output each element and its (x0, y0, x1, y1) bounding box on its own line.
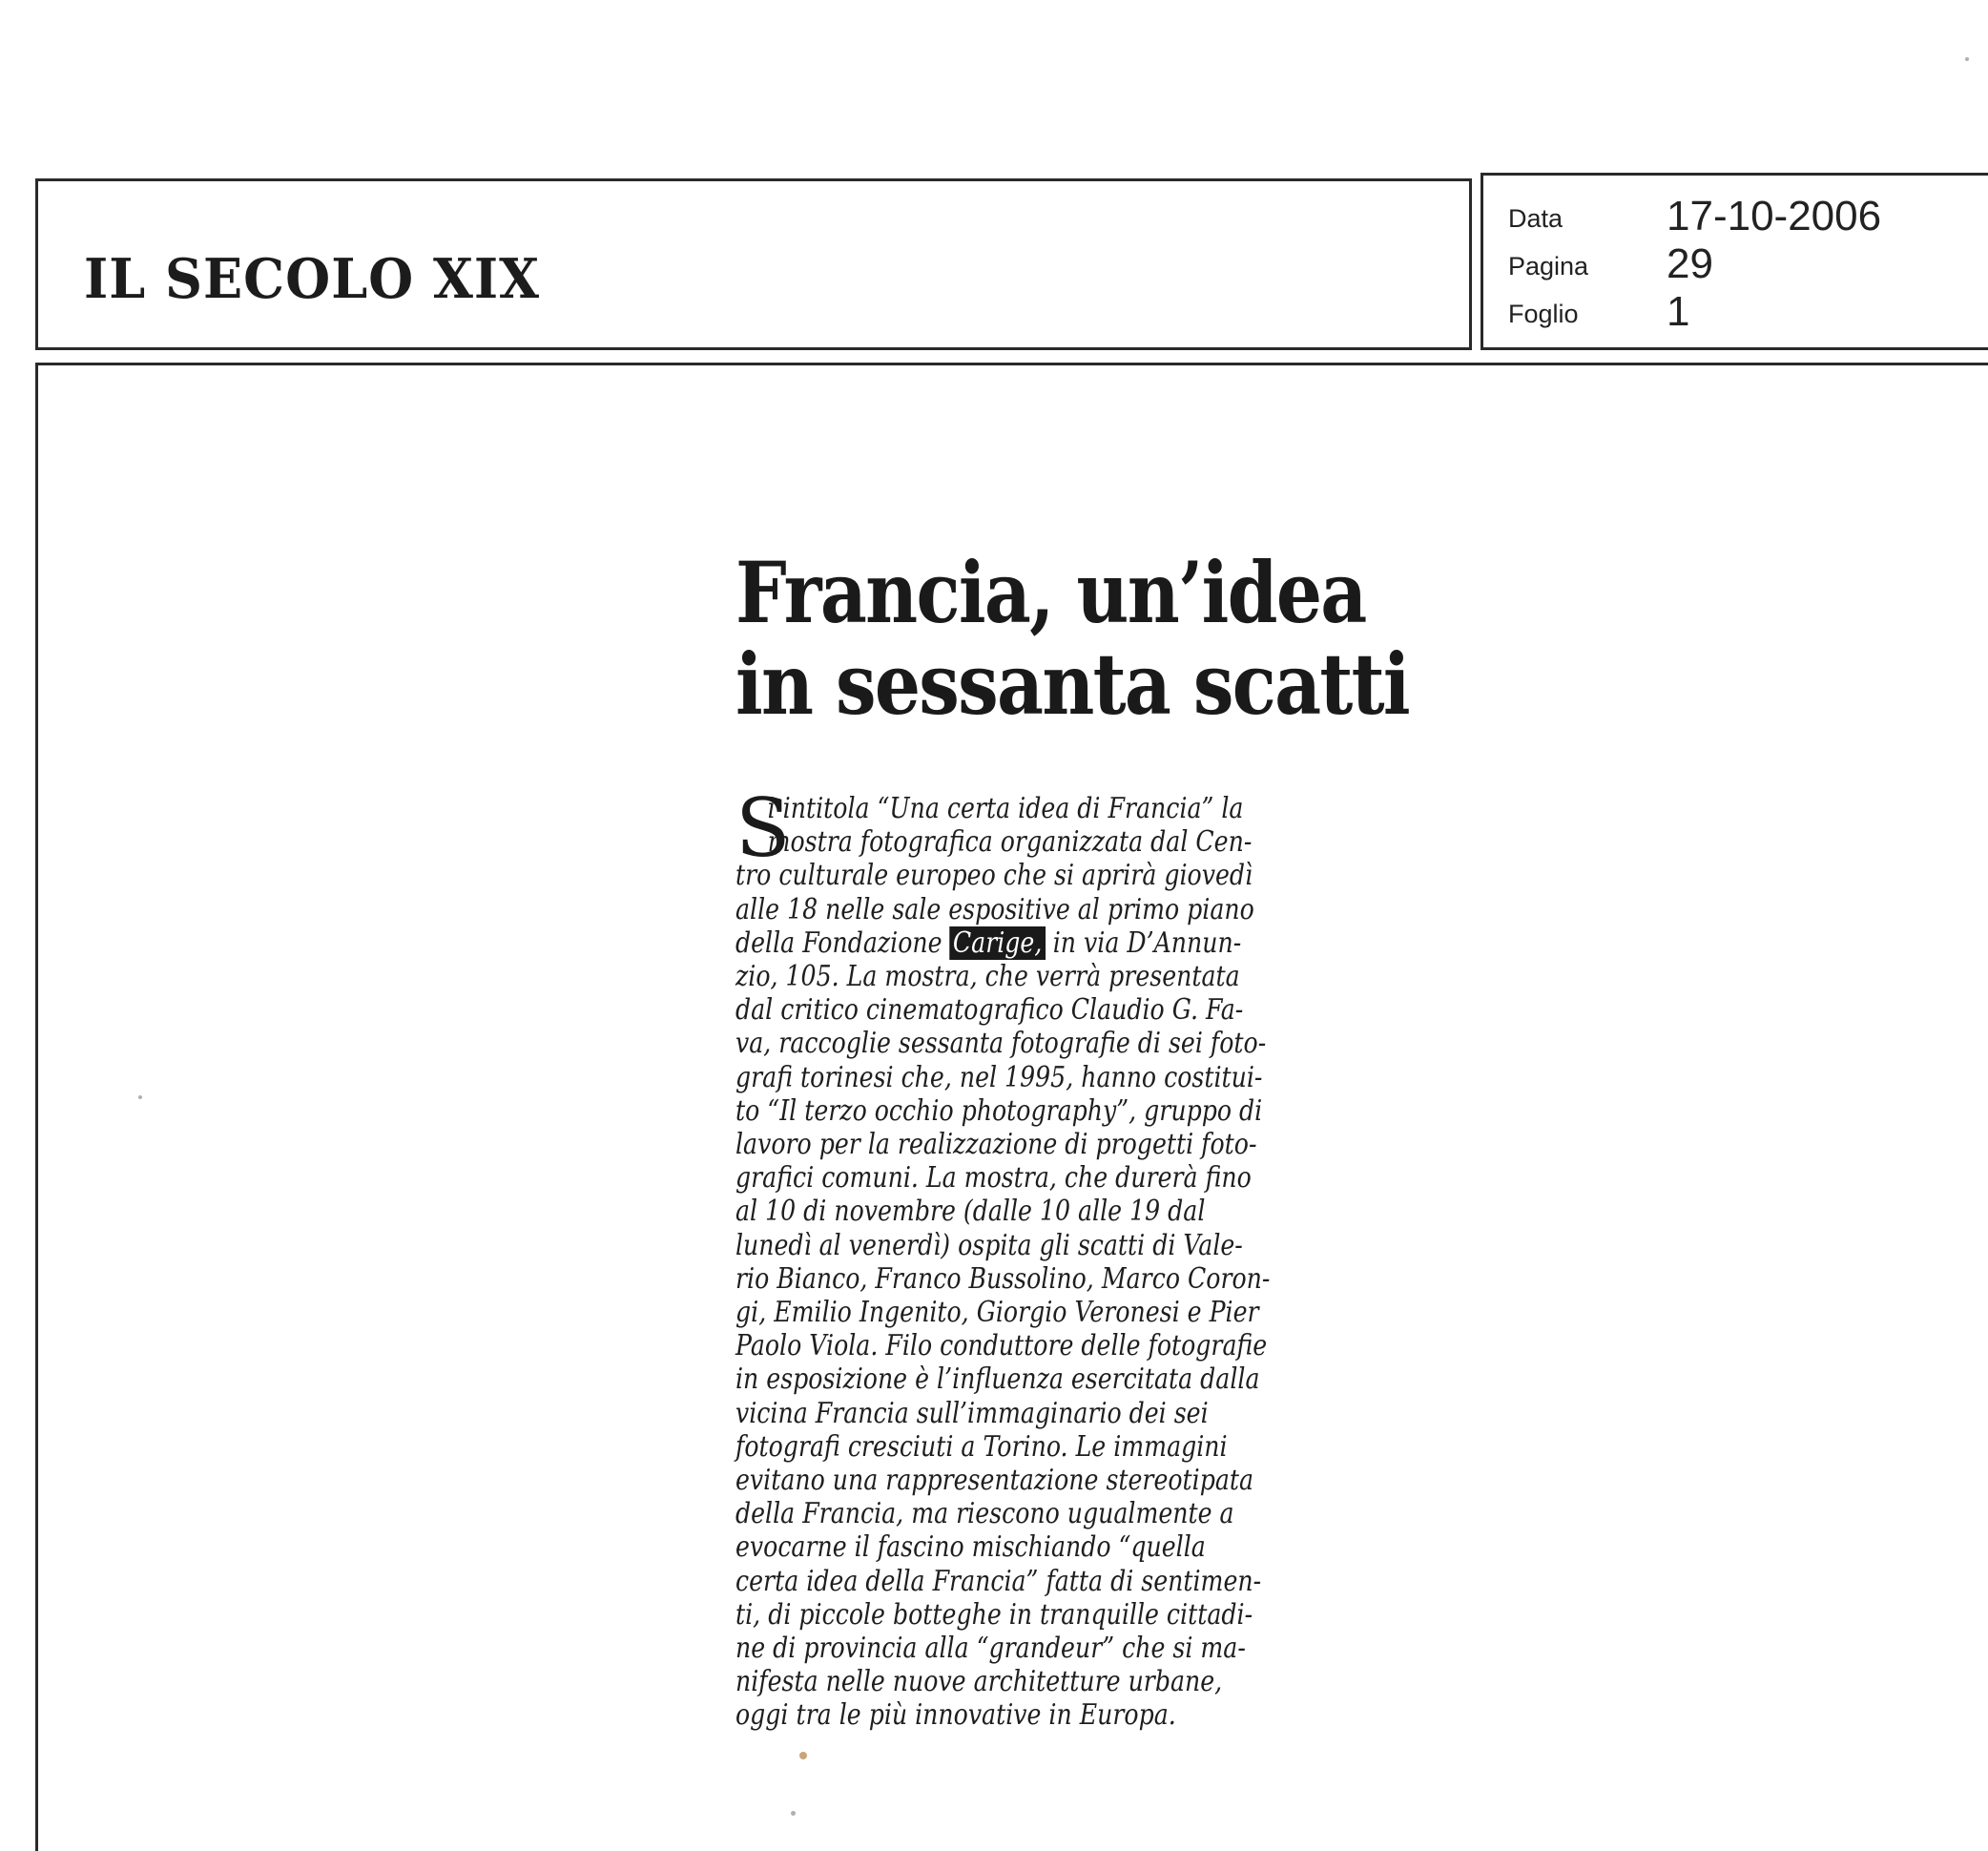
pagina-label: Pagina (1508, 252, 1589, 281)
body-line: zio, 105. La mostra, che verrà presentata (735, 960, 1240, 994)
pagina-value: 29 (1667, 240, 1713, 287)
body-line: alle 18 nelle sale espositive al primo piano (735, 892, 1254, 926)
foglio-label: Foglio (1508, 300, 1579, 328)
body-line: evocarne il fascino mischiando “quella (735, 1530, 1206, 1565)
body-line: oggi tra le più innovative in Europa. (735, 1698, 1176, 1733)
body-line: dal critico cinematografico Claudio G. Fa- (735, 993, 1244, 1028)
body-line: to “Il terzo occhio photography”, gruppo di (735, 1093, 1263, 1128)
body-line: rio Bianco, Franco Bussolino, Marco Coron- (735, 1261, 1271, 1296)
scan-speck (791, 1811, 796, 1816)
body-line: al 10 di novembre (dalle 10 alle 19 dal (735, 1195, 1206, 1229)
body-line: ti, di piccole botteghe in tranquille cittadi- (735, 1597, 1253, 1632)
body-line: lunedì al venerdì) ospita gli scatti di Vale- (735, 1228, 1243, 1262)
scan-speck (138, 1095, 142, 1099)
headline-line: Francia, un’idea (735, 543, 1366, 642)
data-value: 17-10-2006 (1667, 193, 1882, 239)
article-body (735, 781, 1346, 1733)
body-line: grafici comuni. La mostra, che durerà fino (735, 1161, 1252, 1196)
body-line: i intitola “Una certa idea di Francia” la (767, 792, 1244, 825)
body-line: grafi torinesi che, nel 1995, hanno costitui- (735, 1060, 1263, 1094)
body-line: nifesta nelle nuove architetture urbane, (735, 1665, 1223, 1699)
body-line: evitano una rappresentazione stereotipata (735, 1464, 1254, 1498)
body-line: vicina Francia sull’immaginario dei sei (735, 1396, 1209, 1430)
newspaper-masthead: IL SECOLO XIX (84, 246, 541, 311)
body-line: certa idea della Francia” fatta di sentimen- (735, 1564, 1262, 1598)
body-line: va, raccoglie sessanta fotografie di sei foto- (735, 1027, 1267, 1061)
body-line: tro culturale europeo che si aprirà giovedì (735, 859, 1253, 893)
body-line: gi, Emilio Ingenito, Giorgio Veronesi e Pier (735, 1296, 1259, 1330)
body-line: Paolo Viola. Filo conduttore delle fotografie (735, 1329, 1268, 1363)
body-fragment: in via D’Annun- (1045, 926, 1242, 960)
highlighted-keyword: Carige, (950, 926, 1046, 960)
drop-cap: S (735, 781, 791, 875)
body-line: fotografi cresciuti a Torino. Le immagini (735, 1429, 1228, 1464)
data-label: Data (1508, 204, 1563, 233)
body-line: mostra fotografica organizzata dal Cen- (767, 825, 1253, 860)
body-line: in esposizione è l’influenza esercitata dalla (735, 1362, 1260, 1397)
body-line: ne di provincia alla “grandeur” che si ma- (735, 1632, 1246, 1666)
masthead-box (35, 178, 1472, 350)
body-line (735, 926, 1249, 960)
foglio-value: 1 (1667, 288, 1690, 335)
body-line: della Francia, ma riescono ugualmente a (735, 1497, 1234, 1531)
article-headline (735, 543, 1409, 734)
scan-speck (799, 1752, 807, 1759)
scan-speck (1965, 57, 1969, 61)
headline-line: in sessanta scatti (735, 634, 1409, 734)
body-line: lavoro per la realizzazione di progetti foto- (735, 1128, 1257, 1162)
body-fragment: della Fondazione (735, 926, 950, 960)
metadata-box (1481, 173, 1988, 350)
